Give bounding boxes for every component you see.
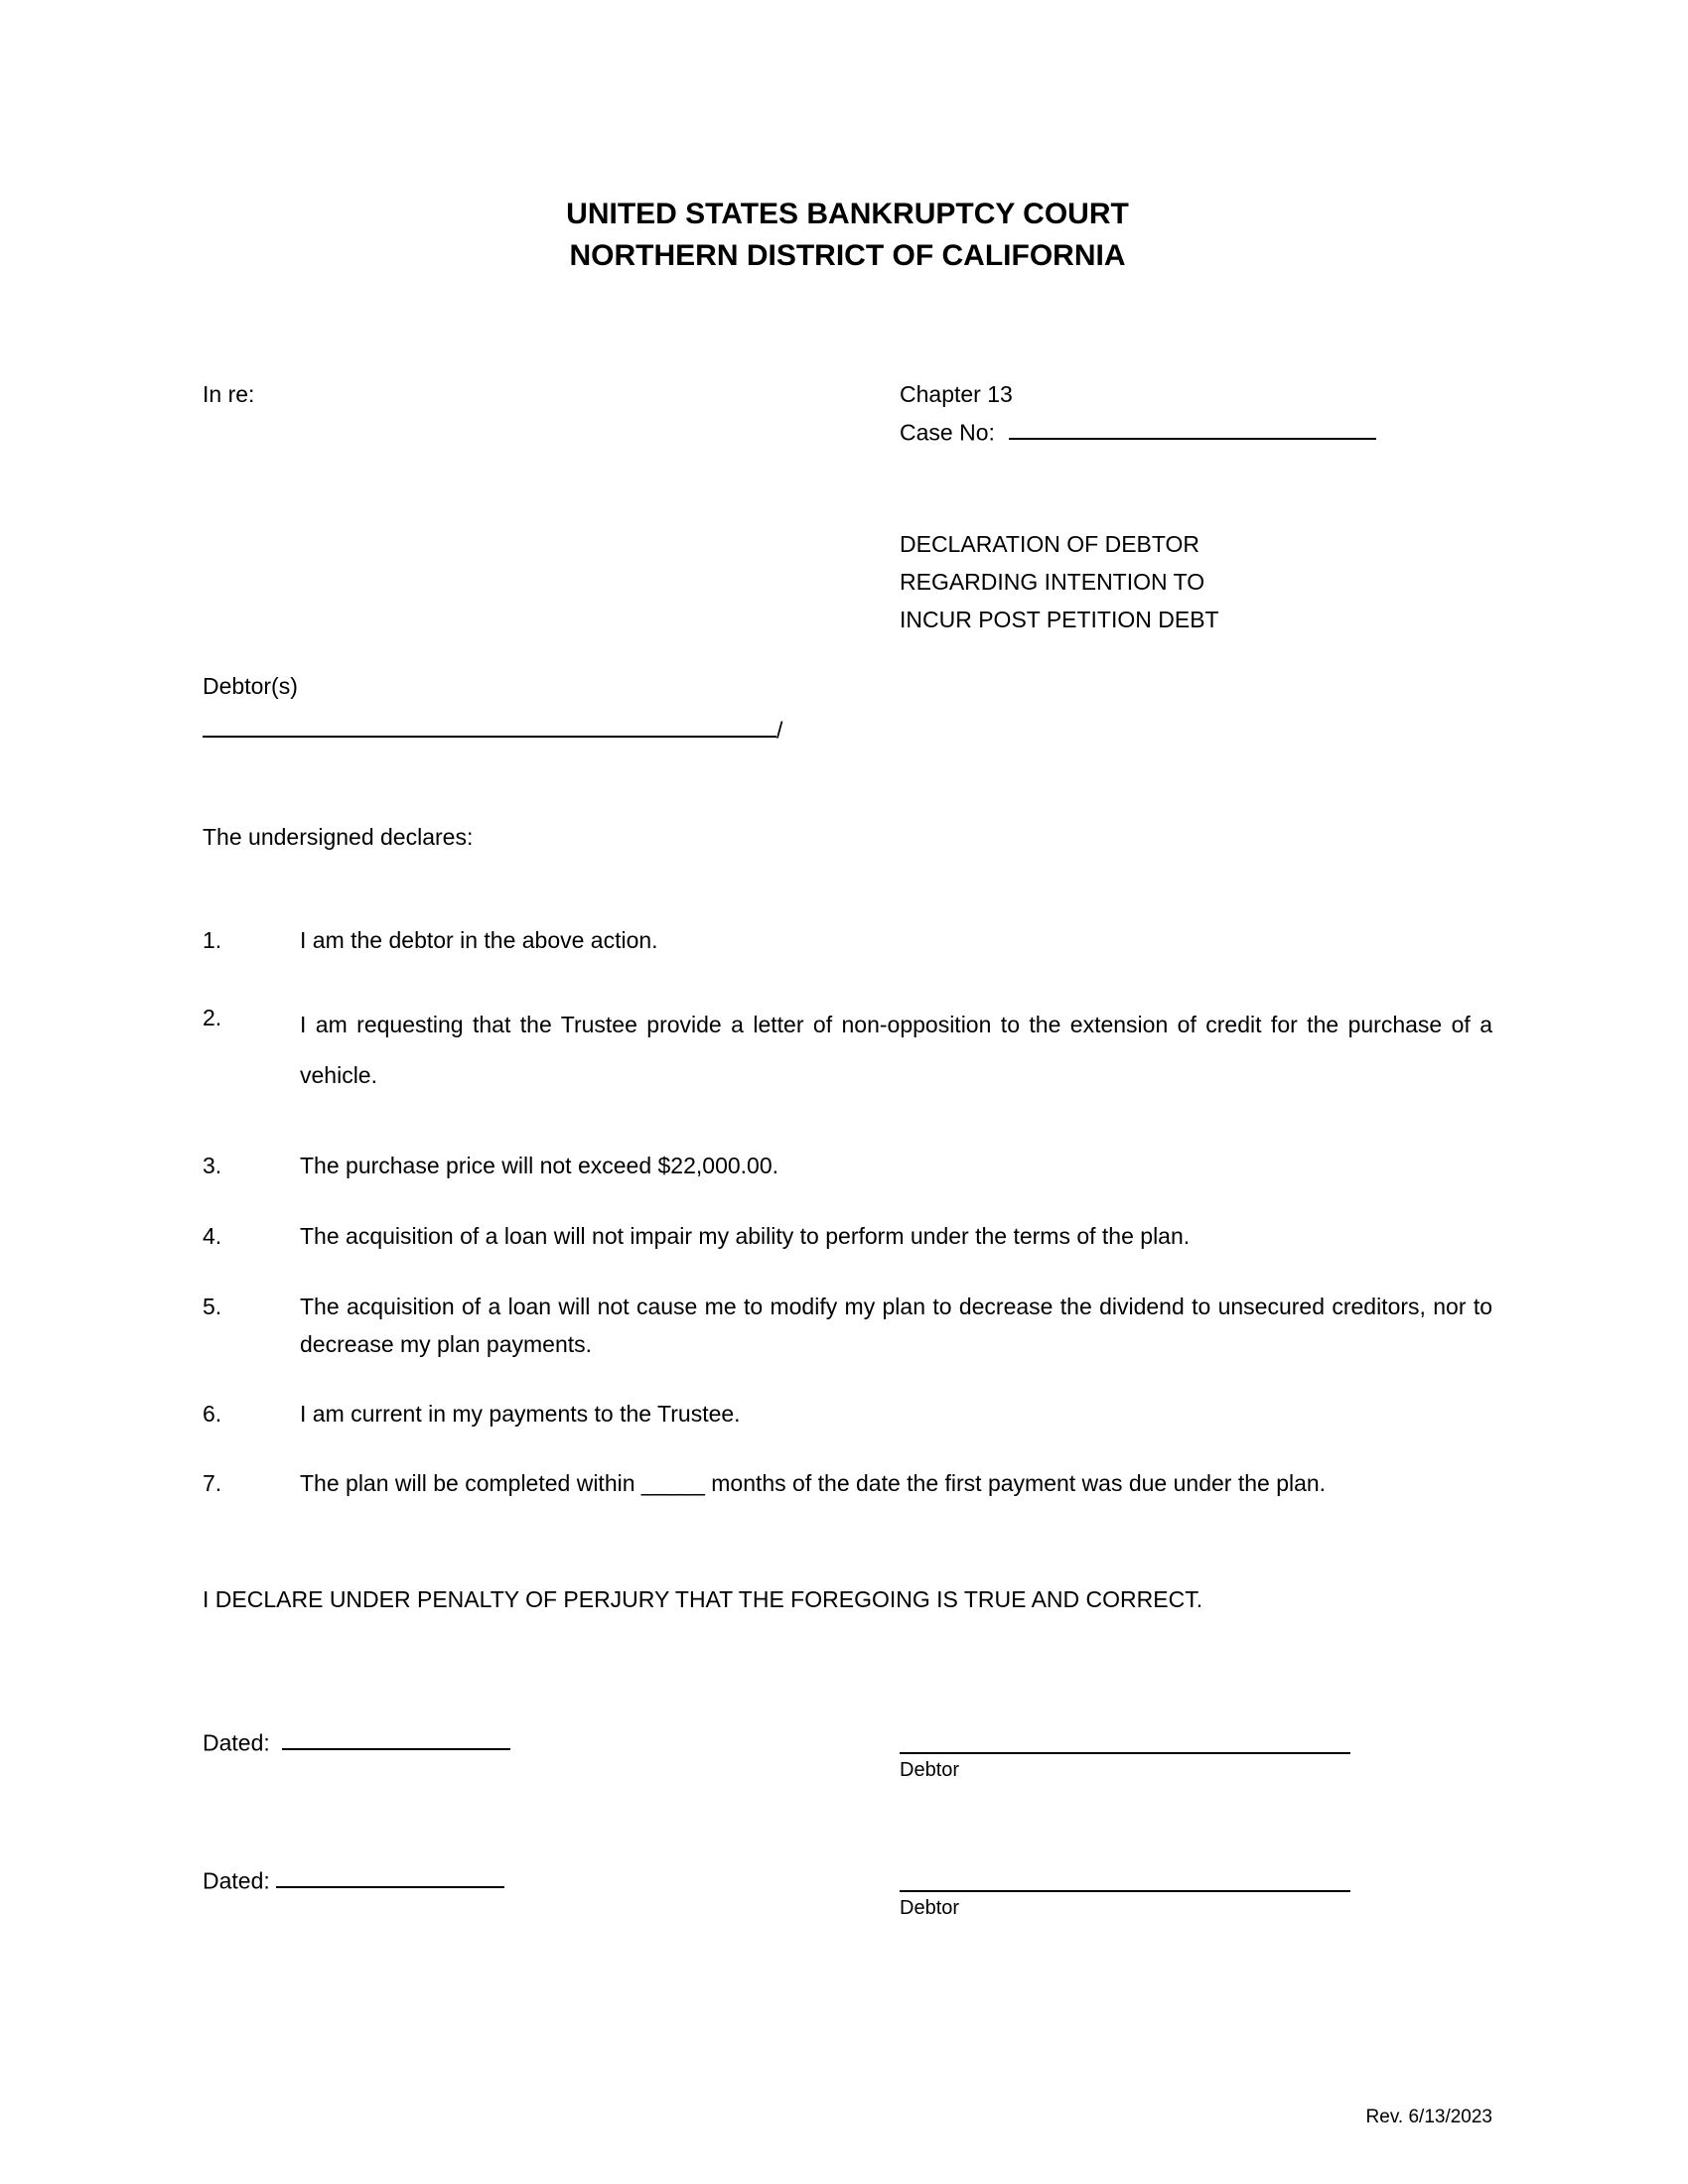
declaration-intro: The undersigned declares: xyxy=(203,824,474,851)
dated-field xyxy=(203,1862,900,1900)
declaration-item xyxy=(203,922,1492,960)
declaration-item xyxy=(203,1396,1492,1433)
document-title-line: INCUR POST PETITION DEBT xyxy=(900,607,1219,633)
perjury-statement: I DECLARE UNDER PENALTY OF PERJURY THAT THE FOREGOING IS TRUE AND CORRECT. xyxy=(203,1585,1203,1612)
caption-right xyxy=(900,376,1492,750)
item-number: 6. xyxy=(203,1401,222,1428)
debtor-name-blank[interactable] xyxy=(203,712,776,738)
item-number: 4. xyxy=(203,1223,222,1250)
document-title-line: REGARDING INTENTION TO xyxy=(900,569,1205,596)
item-number: 3. xyxy=(203,1153,222,1179)
court-name: UNITED STATES BANKRUPTCY COURT xyxy=(566,198,1129,230)
caption-slash: / xyxy=(776,717,783,744)
dated-label: Dated: xyxy=(203,1867,270,1894)
item-text: The plan will be completed within _____ months of the date the first payment was due under the plan. xyxy=(300,1470,1327,1496)
debtor-signature-caption: Debtor xyxy=(900,1896,960,1919)
declaration-item xyxy=(203,1289,1492,1364)
item-text: I am requesting that the Trustee provide a letter of non-opposition to the extension of credit for the purchase of a vehicle. xyxy=(300,1012,1492,1088)
court-header xyxy=(203,194,1492,277)
declaration-item xyxy=(203,1148,1492,1185)
caption-left xyxy=(203,376,900,750)
date-blank[interactable] xyxy=(282,1724,510,1750)
signature-field xyxy=(900,1724,1492,1783)
revision-date: Rev. 6/13/2023 xyxy=(1365,2106,1492,2127)
item-number: 5. xyxy=(203,1294,222,1320)
item-text: I am current in my payments to the Trustee. xyxy=(300,1401,741,1428)
declaration-items xyxy=(203,922,1492,1503)
in-re-label: In re: xyxy=(203,381,255,407)
debtor-signature-blank[interactable] xyxy=(900,1724,1350,1754)
case-no-label: Case No: xyxy=(900,419,995,446)
item-text: The acquisition of a loan will not cause me to modify my plan to decrease the dividend to unsecured creditors, nor to decrease my plan payments. xyxy=(300,1294,1492,1358)
item-text: I am the debtor in the above action. xyxy=(300,927,658,954)
case-number-row xyxy=(900,414,1492,452)
declaration-item xyxy=(203,1000,1492,1100)
debtor-signature-blank[interactable] xyxy=(900,1862,1350,1892)
item-number: 1. xyxy=(203,927,222,954)
declaration-item xyxy=(203,1218,1492,1256)
debtor-signature-caption: Debtor xyxy=(900,1758,960,1781)
case-number-blank[interactable] xyxy=(1009,414,1376,440)
item-number: 7. xyxy=(203,1470,222,1496)
district-name: NORTHERN DISTRICT OF CALIFORNIA xyxy=(569,239,1126,272)
signature-field xyxy=(900,1862,1492,1921)
case-caption xyxy=(203,376,1492,750)
item-text: The acquisition of a loan will not impair my ability to perform under the terms of the plan. xyxy=(300,1223,1191,1250)
declaration-item xyxy=(203,1465,1492,1503)
signature-row xyxy=(203,1724,1492,1783)
date-blank[interactable] xyxy=(276,1862,504,1888)
dated-label: Dated: xyxy=(203,1729,270,1756)
debtors-label: Debtor(s) xyxy=(203,672,298,699)
document-title xyxy=(900,526,1492,639)
dated-field xyxy=(203,1724,900,1762)
debtor-name-row xyxy=(203,712,900,750)
item-number: 2. xyxy=(203,1005,222,1031)
document-title-line: DECLARATION OF DEBTOR xyxy=(900,531,1200,558)
item-text: The purchase price will not exceed $22,000.00. xyxy=(300,1153,779,1179)
chapter-label: Chapter 13 xyxy=(900,381,1013,407)
signature-row xyxy=(203,1862,1492,1921)
